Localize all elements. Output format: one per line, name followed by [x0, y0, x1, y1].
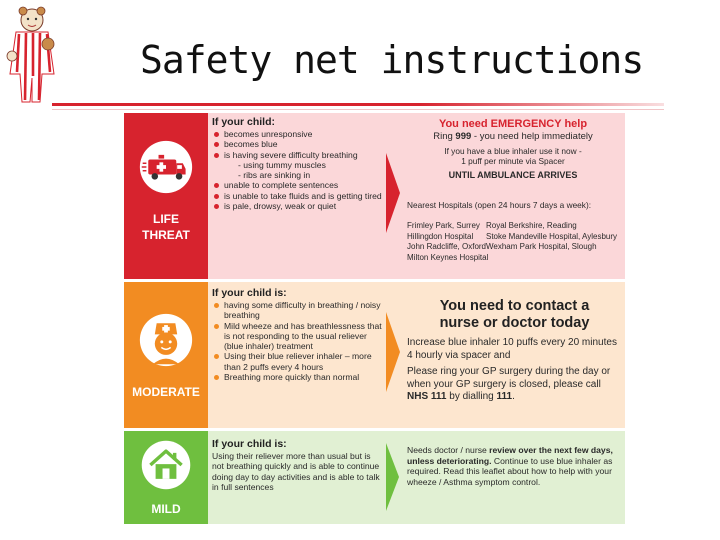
- page-title: Safety net instructions: [140, 38, 644, 82]
- moderate-action-head-1: You need to contact a: [439, 298, 590, 314]
- life-until: UNTIL AMBULANCE ARRIVES: [448, 170, 578, 180]
- life-conditions: [212, 116, 392, 211]
- mild-cond-head: If your child is:: [212, 438, 287, 450]
- life-action: [404, 118, 622, 181]
- moderate-conditions: [212, 287, 384, 382]
- mild-conditions: [212, 438, 382, 492]
- list-item: is unable to take fluids and is getting tired: [212, 191, 392, 201]
- life-action-head: You need EMERGENCY help: [438, 118, 588, 130]
- moderate-p2: Please ring your GP surgery during the day or when your GP surgery is closed, please call NHS 111 by dialling 111.: [407, 366, 611, 402]
- mild-band: [124, 431, 625, 524]
- life-threat-band: [124, 113, 625, 279]
- mild-label: MILD: [151, 502, 181, 516]
- list-item: becomes blue: [212, 139, 392, 149]
- hospital-item: Hillingdon Hospital: [407, 231, 474, 241]
- moderate-band: [124, 282, 625, 428]
- house-icon: [140, 439, 192, 491]
- mild-arrow: [386, 443, 399, 511]
- moderate-p1: Increase blue inhaler 10 puffs every 20 minutes 4 hourly via spacer and: [407, 337, 617, 361]
- hospital-list-right: [486, 221, 624, 253]
- mild-cond-text: Using their reliever more than usual but is not breathing quickly and is able to continue doing day to day activities and is able to talk in full sentences: [212, 451, 380, 492]
- hospital-item: Frimley Park, Surrey: [407, 221, 480, 230]
- list-subitem: - using tummy muscles: [238, 159, 326, 170]
- nurse-icon: [138, 312, 194, 368]
- list-subitem: - ribs are sinking in: [238, 170, 311, 181]
- life-threat-label-panel: [124, 113, 208, 279]
- list-item: is pale, drowsy, weak or quiet: [212, 201, 392, 211]
- hospital-item: Milton Keynes Hospital: [407, 252, 489, 262]
- moderate-action-head-2: nurse or doctor today: [439, 315, 590, 331]
- moderate-action: [407, 298, 622, 404]
- moderate-cond-head: If your child is:: [212, 287, 287, 299]
- moderate-label-panel: [124, 282, 208, 428]
- list-item: Using their blue reliever inhaler – more than 2 puffs every 4 hours: [212, 351, 384, 372]
- title-underline-thin: [52, 109, 664, 110]
- list-item: having some difficulty in breathing / noisy breathing: [212, 300, 384, 321]
- list-item: becomes unresponsive: [212, 129, 392, 139]
- safety-net-chart: [124, 113, 625, 524]
- life-cond-head: If your child:: [212, 116, 275, 128]
- life-ring: Ring 999 - you need help immediately: [433, 131, 593, 142]
- life-inhaler-2: 1 puff per minute via Spacer: [461, 156, 565, 166]
- hospital-item: Royal Berkshire, Reading: [486, 221, 577, 230]
- list-item: Mild wheeze and has breathlessness that is not responding to the usual reliever (blue inhaler) treatment: [212, 321, 384, 352]
- mild-action: Needs doctor / nurse review over the next few days, unless deteriorating. Continue to use blue inhaler as required. Read this leaflet about how to help with your wheeze / Asthma symptom control.: [407, 445, 613, 487]
- moderate-label: MODERATE: [132, 385, 200, 399]
- hospital-item: Wexham Park Hospital, Slough: [486, 242, 597, 251]
- hospital-item: Stoke Mandeville Hospital, Aylesbury: [486, 231, 618, 241]
- list-item: unable to complete sentences: [212, 180, 392, 190]
- list-item: is having severe difficulty breathing: [212, 150, 392, 160]
- hospital-item: John Radcliffe, Oxford: [407, 242, 487, 251]
- life-inhaler-1: If you have a blue inhaler use it now -: [444, 146, 582, 156]
- life-label-line2: THREAT: [142, 228, 190, 242]
- ambulance-icon: [138, 139, 194, 195]
- mild-label-panel: [124, 431, 208, 524]
- moderate-arrow: [386, 312, 400, 392]
- list-item: Breathing more quickly than normal: [212, 372, 384, 382]
- teddy-bear-logo: [2, 4, 64, 104]
- life-arrow: [386, 153, 400, 233]
- life-nearest: Nearest Hospitals (open 24 hours 7 days a week):: [407, 200, 592, 210]
- title-underline: [52, 103, 664, 106]
- life-label-line1: LIFE: [153, 212, 179, 226]
